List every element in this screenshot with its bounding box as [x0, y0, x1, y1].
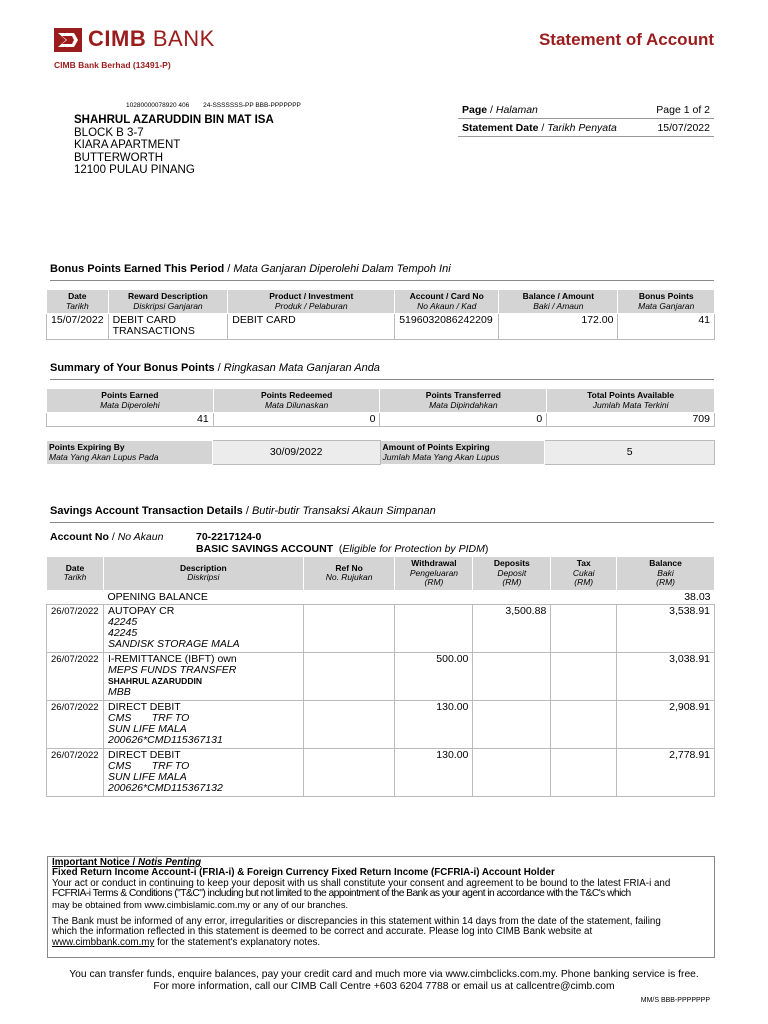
page-value: Page 1 of 2 — [656, 103, 710, 116]
cell-description: I-REMITTANCE (IBFT) own MEPS FUNDS TRANSFER SHAHRUL AZARUDDIN MBB — [103, 652, 303, 700]
points-transferred: 0 — [380, 413, 547, 427]
cell-balance: 2,908.91 — [617, 700, 715, 748]
cimbbank-link[interactable]: www.cimbbank.com.my — [52, 936, 155, 948]
table-row — [47, 700, 715, 748]
account-type: BASIC SAVINGS ACCOUNT (Eligible for Protection by PIDM) — [196, 543, 489, 555]
col-description: Description Diskripsi — [103, 557, 303, 591]
bonus-title-ms: Mata Ganjaran Diperolehi Dalam Tempoh Ini — [233, 263, 451, 275]
table-row — [47, 604, 715, 652]
footer — [0, 969, 768, 993]
summary-table — [46, 388, 715, 427]
points-total: 709 — [547, 413, 715, 427]
cell-date: 26/07/2022 — [47, 652, 104, 700]
notice-text: Your act or conduct in continuing to keep your deposit with us shall constitute your consent and agreement to be bound to the latest FRIA-i and — [52, 877, 671, 889]
cell-description: DIRECT DEBIT CMS TRF TO SUN LIFE MALA 200626*CMD115367132 — [103, 748, 303, 796]
footer-code: MM/S BBB-PPPPPPP — [640, 997, 710, 1004]
cell-balance: 2,778.91 — [617, 748, 715, 796]
expiry-amount-value: 5 — [545, 441, 715, 465]
statement-date: 15/07/2022 — [657, 121, 710, 134]
summary-title-ms: Ringkasan Mata Ganjaran Anda — [223, 362, 380, 374]
notice-text: may be obtained from www.cimbislamic.com.my or any of our branches. — [52, 899, 349, 910]
cell-deposit — [473, 748, 551, 796]
expiry-by-value: 30/09/2022 — [212, 441, 380, 465]
transactions-table — [46, 556, 715, 797]
brand-name: CIMB — [88, 26, 147, 51]
col-points-redeemed: Points Redeemed Mata Dilunaskan — [213, 389, 380, 413]
statement-date-row: Statement Date / Tarikh Penyata 15/07/2022 — [458, 119, 714, 137]
account-number: 70-2217124-0 — [196, 531, 262, 543]
cell-withdrawal: 130.00 — [395, 748, 473, 796]
col-balance: Balance / Amount Baki / Amaun — [499, 290, 618, 314]
col-account: Account / Card No No Akaun / Kad — [395, 290, 499, 314]
cell-deposit — [473, 652, 551, 700]
col-total-points: Total Points Available Jumlah Mata Terkini — [547, 389, 715, 413]
col-date: Date Tarikh — [47, 557, 104, 591]
brand-suffix: BANK — [152, 26, 215, 51]
cell-desc: DEBIT CARD TRANSACTIONS — [108, 314, 228, 340]
cell-date: 15/07/2022 — [47, 314, 109, 340]
col-points-transferred: Points Transferred Mata Dipindahkan — [380, 389, 547, 413]
address-line: BLOCK B 3-7 — [74, 126, 144, 139]
company-name: CIMB Bank Berhad (13491-P) — [54, 60, 171, 70]
statement-meta — [458, 101, 714, 137]
expiry-by-label: Points Expiring By Mata Yang Akan Lupus Pada — [47, 441, 213, 465]
summary-section-title: Summary of Your Bonus Points / Ringkasan Mata Ganjaran Anda — [50, 362, 714, 380]
customer-name: SHAHRUL AZARUDDIN BIN MAT ISA — [74, 114, 274, 126]
col-points-earned: Points Earned Mata Diperolehi — [47, 389, 214, 413]
mailing-codes — [126, 102, 313, 109]
page-title: Statement of Account — [538, 30, 714, 49]
col-reward-desc: Reward Description Diskripsi Ganjaran — [108, 290, 228, 314]
page-label: Page — [462, 103, 488, 116]
address-line: KIARA APARTMENT — [74, 139, 181, 151]
bonus-section-title: Bonus Points Earned This Period / Mata Ganjaran Diperolehi Dalam Tempoh Ini — [50, 263, 714, 281]
table-row — [47, 314, 715, 340]
bonus-table — [46, 289, 715, 340]
cell-withdrawal: 500.00 — [395, 652, 473, 700]
cell-description: DIRECT DEBIT CMS TRF TO SUN LIFE MALA 200626*CMD115367131 — [103, 700, 303, 748]
cell-product: DEBIT CARD — [228, 314, 395, 340]
table-header-row — [47, 290, 715, 314]
notice-text: www.cimbbank.com.my for the statement's explanatory notes. — [52, 936, 321, 948]
cell-date: 26/07/2022 — [47, 700, 104, 748]
cell-date: 26/07/2022 — [47, 748, 104, 796]
cell-ref — [303, 700, 395, 748]
summary-title: Summary of Your Bonus Points — [50, 362, 215, 374]
table-row — [47, 748, 715, 796]
expiry-table — [46, 440, 715, 465]
col-deposits: Deposits Deposit (RM) — [473, 557, 551, 591]
cell-ref — [303, 604, 395, 652]
expiry-row — [47, 441, 715, 465]
savings-title-ms: Butir-butir Transaksi Akaun Simpanan — [251, 505, 436, 517]
table-row — [47, 652, 715, 700]
notice-title: Important Notice / Notis Penting — [52, 857, 202, 868]
points-earned: 41 — [47, 413, 214, 427]
footer-line: For more information, call our CIMB Call Centre +603 6204 7788 or email us at callcentre@cimb.com — [153, 981, 615, 992]
cell-description: AUTOPAY CR 42245 42245 SANDISK STORAGE MALA — [103, 604, 303, 652]
footer-line: You can transfer funds, enquire balances, pay your credit card and much more via www.cimbclicks.com.my. Phone banking service is free. — [69, 969, 699, 980]
table-header-row — [47, 389, 715, 413]
cell-ref — [303, 652, 395, 700]
col-tax: Tax Cukai (RM) — [551, 557, 617, 591]
cell-tax — [551, 604, 617, 652]
customer-address — [74, 114, 274, 177]
cell-withdrawal: 130.00 — [395, 700, 473, 748]
page-label-ms: Halaman — [495, 103, 538, 116]
cell-ref — [303, 748, 395, 796]
date-label-ms: Tarikh Penyata — [547, 121, 617, 134]
table-header-row — [47, 557, 715, 591]
col-balance: Balance Baki (RM) — [617, 557, 715, 591]
cell-tax — [551, 652, 617, 700]
cell-tax — [551, 700, 617, 748]
cell-balance: 3,538.91 — [617, 604, 715, 652]
opening-balance-label: OPENING BALANCE — [107, 590, 208, 603]
mailing-code: 10280000078920 406 — [126, 102, 190, 109]
opening-balance: 38.03 — [684, 590, 711, 603]
savings-section-title: Savings Account Transaction Details / Butir-butir Transaksi Akaun Simpanan — [50, 505, 714, 523]
account-no-label: Account No / No Akaun — [50, 531, 164, 543]
notice-text: FCFRIA-i Terms & Conditions ("T&C") including but not limited to the appointment of the Bank as your agent in accordance with the T&C's which — [52, 888, 631, 900]
cimb-logo-icon — [54, 28, 82, 52]
cimb-logo — [54, 28, 229, 54]
table-row — [47, 413, 715, 427]
col-product: Product / Investment Produk / Pelaburan — [228, 290, 395, 314]
cell-deposit: 3,500.88 — [473, 604, 551, 652]
savings-title: Savings Account Transaction Details — [50, 505, 243, 517]
bonus-title: Bonus Points Earned This Period — [50, 263, 225, 275]
notice-text: which the information reflected in this statement is deemed to be correct and accurate. Please log into CIMB Bank website at — [52, 926, 593, 938]
address-line: 12100 PULAU PINANG — [74, 164, 195, 176]
notice-text: The Bank must be informed of any error, irregularities or discrepancies in this statement within 14 days from the date of the statement, failing — [52, 916, 661, 928]
expiry-amount-label: Amount of Points Expiring Jumlah Mata Yang Akan Lupus — [380, 441, 545, 465]
notice-subtitle: Fixed Return Income Account-i (FRIA-i) & Foreign Currency Fixed Return Income (FCFRIA-i) Account Holder — [52, 867, 555, 879]
cell-date: 26/07/2022 — [47, 604, 104, 652]
date-label: Statement Date — [462, 121, 539, 134]
cell-amount: 172.00 — [499, 314, 618, 340]
address-line: BUTTERWORTH — [74, 151, 164, 164]
cell-deposit — [473, 700, 551, 748]
mailing-code: 24-SSSSSSS-PP BBB-PPPPPPP — [203, 102, 301, 109]
page-row: Page / Halaman Page 1 of 2 — [458, 101, 714, 119]
cell-tax — [551, 748, 617, 796]
opening-balance-row — [47, 590, 715, 604]
col-date: Date Tarikh — [47, 290, 109, 314]
col-bonus-points: Bonus Points Mata Ganjaran — [618, 290, 715, 314]
cell-points: 41 — [618, 314, 715, 340]
points-redeemed: 0 — [213, 413, 380, 427]
cell-withdrawal — [395, 604, 473, 652]
cell-account: 5196032086242209 — [395, 314, 499, 340]
col-ref-no: Ref No No. Rujukan — [303, 557, 395, 591]
col-withdrawal: Withdrawal Pengeluaran (RM) — [395, 557, 473, 591]
important-notice — [47, 856, 715, 958]
cell-balance: 3,038.91 — [617, 652, 715, 700]
